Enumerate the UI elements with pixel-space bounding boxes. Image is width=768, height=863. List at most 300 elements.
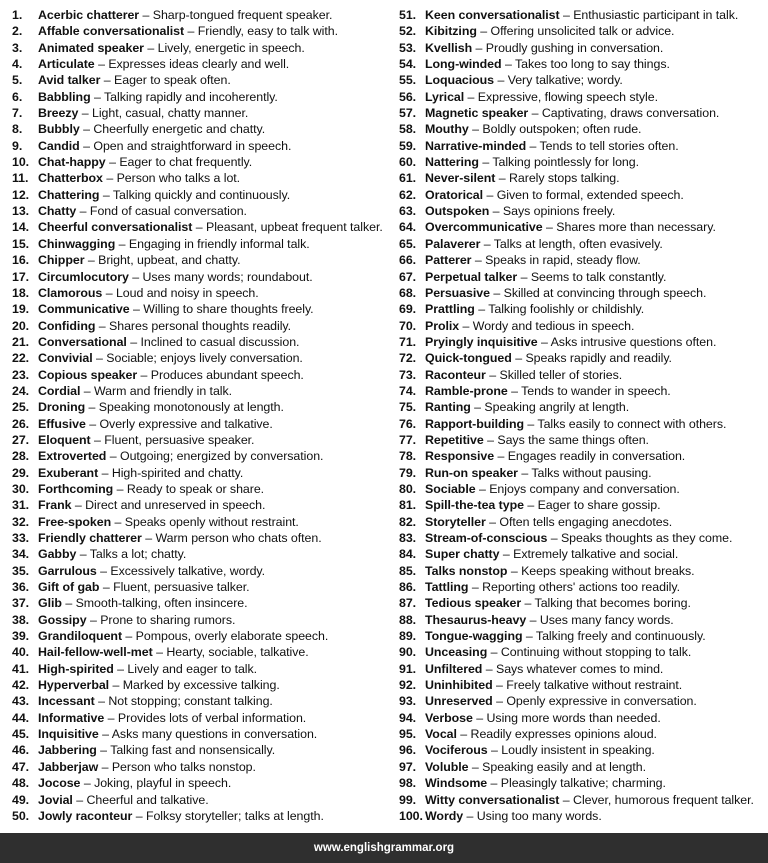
item-term: Informative	[38, 710, 105, 725]
item-definition: Continuing without stopping to talk.	[500, 645, 692, 660]
item-text	[38, 612, 235, 628]
item-text	[425, 23, 674, 39]
item-number: 99.	[399, 792, 417, 807]
item-text	[425, 383, 671, 399]
item-definition: Tends to wander in speech.	[521, 383, 671, 398]
item-text	[425, 40, 663, 56]
item-text	[38, 693, 273, 709]
list-item	[12, 23, 390, 39]
item-number: 8.	[12, 122, 23, 137]
item-text	[38, 138, 291, 154]
item-dash: –	[187, 24, 195, 39]
list-item	[399, 514, 765, 530]
list-item	[12, 693, 390, 709]
item-number: 20.	[12, 318, 30, 333]
item-dash: –	[145, 531, 153, 545]
item-definition: Keeps speaking without breaks.	[521, 563, 695, 578]
list-item	[12, 318, 390, 334]
item-definition: Loud and noisy in speech.	[115, 285, 259, 300]
item-dash: –	[74, 498, 82, 513]
item-definition: Talking that becomes boring.	[534, 596, 691, 611]
item-dash: –	[100, 563, 108, 578]
item-definition: Speaking monotonously at length.	[98, 400, 284, 415]
item-definition: Prone to sharing rumors.	[100, 612, 236, 627]
list-item	[399, 644, 765, 660]
item-term: Wordy	[425, 808, 464, 823]
item-text	[425, 170, 620, 186]
item-dash: –	[471, 759, 479, 774]
item-definition: Pleasant, upbeat frequent talker.	[205, 220, 383, 235]
item-term: Overcommunicative	[425, 220, 543, 235]
item-dash: –	[550, 531, 558, 545]
item-dash: –	[502, 547, 510, 562]
item-number: 14.	[12, 220, 30, 235]
item-text	[425, 530, 732, 546]
item-text	[425, 219, 716, 235]
item-number: 6.	[12, 89, 23, 104]
list-item	[12, 301, 390, 317]
item-number: 91.	[399, 661, 417, 676]
item-number: 73.	[399, 367, 417, 382]
item-number: 60.	[399, 155, 417, 170]
item-number: 18.	[12, 285, 30, 300]
item-term: Acerbic chatterer	[38, 8, 140, 22]
item-definition: Sharp-tongued frequent speaker.	[152, 8, 333, 22]
item-number: 45.	[12, 727, 30, 742]
item-dash: –	[125, 629, 133, 644]
item-dash: –	[83, 122, 90, 137]
item-term: Tattling	[425, 580, 469, 595]
item-dash: –	[65, 596, 73, 611]
item-text	[425, 138, 679, 154]
list-item	[12, 677, 390, 693]
item-number: 29.	[12, 465, 30, 480]
item-term: Keen conversationalist	[425, 8, 560, 22]
item-dash: –	[529, 138, 537, 153]
list-item	[399, 612, 765, 628]
item-text	[425, 546, 678, 562]
item-term: Affable conversationalist	[38, 24, 185, 39]
item-definition: Talking rapidly and incoherently.	[104, 89, 278, 104]
item-term: Unceasing	[425, 645, 488, 660]
item-number: 95.	[399, 727, 417, 742]
item-definition: Talking quickly and continuously.	[112, 187, 291, 202]
item-term: Chatterbox	[38, 171, 103, 186]
item-dash: –	[89, 416, 97, 431]
item-text	[425, 514, 672, 530]
item-term: Candid	[38, 138, 80, 153]
item-term: Forthcoming	[38, 481, 114, 496]
list-item	[12, 89, 390, 105]
item-dash: –	[140, 367, 148, 382]
item-definition: Using too many words.	[476, 808, 602, 823]
item-dash: –	[504, 57, 512, 72]
item-definition: Inclined to casual discussion.	[140, 334, 300, 349]
item-text	[425, 792, 754, 808]
item-term: Tongue-wagging	[425, 629, 523, 644]
item-definition: Loudly insistent in speaking.	[501, 743, 655, 758]
list-item	[399, 792, 765, 808]
item-definition: Proudly gushing in conversation.	[485, 40, 664, 55]
item-text	[38, 514, 299, 530]
list-item	[12, 612, 390, 628]
footer-url: www.englishgrammar.org	[313, 842, 455, 854]
list-item	[12, 187, 390, 203]
item-number: 38.	[12, 612, 30, 627]
item-number: 96.	[399, 743, 417, 758]
list-item	[399, 367, 765, 383]
item-number: 86.	[399, 580, 417, 595]
item-term: Super chatty	[425, 547, 500, 562]
item-term: Communicative	[38, 302, 130, 317]
item-text	[38, 285, 259, 301]
item-definition: Given to formal, extended speech.	[496, 187, 684, 202]
item-term: Friendly chatterer	[38, 531, 142, 545]
item-definition: Provides lots of verbal information.	[117, 710, 307, 725]
item-term: Verbose	[425, 710, 473, 725]
item-dash: –	[475, 40, 483, 55]
item-definition: Talking pointlessly for long.	[492, 155, 639, 170]
item-dash: –	[520, 269, 528, 284]
list-item	[399, 497, 765, 513]
item-text	[38, 269, 313, 285]
item-number: 51.	[399, 8, 417, 22]
item-term: Loquacious	[425, 73, 495, 88]
item-term: Extroverted	[38, 449, 107, 464]
item-definition: Talking foolishly or childishly.	[488, 302, 645, 317]
item-definition: Very talkative; wordy.	[507, 73, 623, 88]
item-term: Ranting	[425, 400, 471, 415]
item-dash: –	[89, 612, 97, 627]
item-term: Pryingly inquisitive	[425, 334, 538, 349]
list-item	[12, 219, 390, 235]
item-definition: Speaks rapidly and readily.	[525, 351, 672, 366]
list-item	[12, 416, 390, 432]
item-number: 54.	[399, 57, 417, 72]
list-item	[12, 710, 390, 726]
item-definition: Readily expresses opinions aloud.	[470, 727, 657, 742]
item-text	[425, 367, 622, 383]
item-number: 69.	[399, 302, 417, 317]
list-item	[399, 105, 765, 121]
item-dash: –	[101, 759, 109, 774]
item-number: 82.	[399, 514, 417, 529]
item-term: Narrative-minded	[425, 138, 527, 153]
item-number: 17.	[12, 269, 30, 284]
item-text	[425, 154, 639, 170]
item-number: 68.	[399, 285, 417, 300]
item-text	[38, 40, 305, 56]
item-number: 49.	[12, 792, 30, 807]
item-definition: Hearty, sociable, talkative.	[166, 645, 309, 660]
item-number: 13.	[12, 204, 30, 219]
item-definition: Folksy storyteller; talks at length.	[145, 808, 324, 823]
item-term: Uninhibited	[425, 678, 493, 693]
item-definition: Fluent, persuasive speaker.	[104, 432, 255, 447]
item-number: 28.	[12, 449, 30, 464]
item-text	[38, 563, 265, 579]
item-term: Articulate	[38, 57, 95, 72]
item-number: 97.	[399, 759, 417, 774]
list-item	[399, 563, 765, 579]
item-dash: –	[474, 400, 482, 415]
item-number: 93.	[399, 694, 417, 709]
item-text	[38, 56, 289, 72]
item-definition: Friendly, easy to talk with.	[197, 24, 338, 39]
item-term: Avid talker	[38, 73, 101, 88]
item-term: Witty conversationalist	[425, 792, 560, 807]
item-term: Spill-the-tea type	[425, 498, 524, 513]
item-dash: –	[497, 449, 505, 464]
list-item	[12, 334, 390, 350]
item-definition: Fluent, persuasive talker.	[113, 580, 250, 595]
item-term: Glib	[38, 596, 62, 611]
list-item	[399, 285, 765, 301]
list-item	[12, 448, 390, 464]
list-item	[12, 367, 390, 383]
item-dash: –	[490, 776, 498, 791]
item-text	[38, 154, 252, 170]
item-dash: –	[541, 334, 548, 349]
list-item	[399, 742, 765, 758]
item-term: Repetitive	[425, 432, 484, 447]
item-text	[425, 252, 641, 268]
item-text	[38, 7, 332, 23]
item-number: 56.	[399, 89, 417, 104]
item-definition: Shares more than necessary.	[556, 220, 716, 235]
item-text	[425, 661, 663, 677]
item-term: Thesaurus-heavy	[425, 612, 527, 627]
item-term: Windsome	[425, 776, 488, 791]
item-number: 53.	[399, 40, 417, 55]
item-number: 85.	[399, 563, 417, 578]
item-definition: Sociable; enjoys lively conversation.	[106, 351, 303, 366]
item-dash: –	[480, 24, 488, 39]
item-text	[425, 269, 666, 285]
list-item	[12, 514, 390, 530]
list-item	[399, 448, 765, 464]
item-dash: –	[478, 302, 486, 317]
item-term: Jabberjaw	[38, 759, 99, 774]
item-definition: Talks without pausing.	[531, 465, 652, 480]
item-term: Perpetual talker	[425, 269, 518, 284]
item-dash: –	[562, 792, 570, 807]
item-text	[425, 759, 646, 775]
item-text	[425, 56, 670, 72]
list-item	[399, 383, 765, 399]
item-text	[38, 546, 186, 562]
item-term: Droning	[38, 400, 86, 415]
item-term: Vociferous	[425, 743, 488, 758]
item-term: Copious speaker	[38, 367, 138, 382]
item-number: 4.	[12, 57, 23, 72]
item-definition: Wordy and tedious in speech.	[472, 318, 635, 333]
item-number: 5.	[12, 73, 23, 88]
item-text	[38, 350, 303, 366]
item-definition: Expresses ideas clearly and well.	[108, 57, 290, 72]
item-text	[38, 726, 317, 742]
list-item	[399, 530, 765, 546]
list-item	[399, 677, 765, 693]
item-text	[425, 187, 684, 203]
list-item	[12, 105, 390, 121]
item-text	[38, 759, 256, 775]
item-term: Sociable	[425, 481, 476, 496]
item-text	[38, 301, 314, 317]
list-item	[399, 416, 765, 432]
item-definition: Fond of casual conversation.	[89, 204, 247, 219]
item-number: 46.	[12, 743, 30, 758]
item-definition: Offering unsolicited talk or advice.	[490, 24, 675, 39]
item-number: 72.	[399, 351, 417, 366]
item-term: Effusive	[38, 416, 86, 431]
item-term: Hail-fellow-well-met	[38, 645, 153, 660]
list-item	[399, 170, 765, 186]
item-text	[425, 318, 634, 334]
item-definition: Often tells engaging anecdotes.	[499, 514, 673, 529]
item-text	[38, 792, 209, 808]
item-definition: Takes too long to say things.	[514, 57, 670, 72]
item-number: 15.	[12, 236, 30, 251]
list-item	[12, 399, 390, 415]
item-term: Tedious speaker	[425, 596, 522, 611]
item-term: Frank	[38, 498, 72, 513]
site-footer	[0, 833, 768, 863]
item-dash: –	[88, 400, 96, 415]
item-text	[38, 367, 304, 383]
item-term: Never-silent	[425, 171, 496, 186]
item-number: 21.	[12, 334, 30, 349]
item-definition: Asks many questions in conversation.	[111, 727, 318, 742]
item-term: Bubbly	[38, 122, 80, 137]
item-text	[38, 236, 310, 252]
item-text	[425, 7, 738, 23]
list-item	[12, 644, 390, 660]
item-term: Ramble-prone	[425, 383, 508, 398]
item-definition: Not stopping; constant talking.	[108, 694, 273, 709]
item-term: Babbling	[38, 89, 91, 104]
list-item	[399, 661, 765, 677]
item-dash: –	[132, 269, 140, 284]
item-term: Jovial	[38, 792, 73, 807]
item-dash: –	[133, 302, 140, 317]
list-item	[399, 89, 765, 105]
item-term: Animated speaker	[38, 40, 144, 55]
item-dash: –	[96, 351, 103, 366]
item-definition: Freely talkative without restraint.	[506, 678, 683, 693]
list-item	[399, 759, 765, 775]
item-dash: –	[130, 334, 138, 349]
item-definition: Enjoys company and conversation.	[489, 481, 680, 496]
item-number: 58.	[399, 122, 417, 137]
item-number: 94.	[399, 710, 417, 725]
item-dash: –	[527, 498, 535, 513]
item-number: 79.	[399, 465, 417, 480]
list-item	[12, 236, 390, 252]
item-definition: Person who talks a lot.	[116, 171, 241, 186]
item-term: Persuasive	[425, 285, 490, 300]
item-term: Gossipy	[38, 612, 87, 627]
item-number: 30.	[12, 481, 30, 496]
item-dash: –	[482, 155, 490, 170]
item-dash: –	[485, 661, 493, 676]
list-item	[12, 546, 390, 562]
item-number: 80.	[399, 481, 417, 496]
item-definition: Open and straightforward in speech.	[93, 138, 292, 153]
item-text	[425, 710, 661, 726]
item-dash: –	[109, 449, 117, 464]
item-number: 24.	[12, 383, 30, 398]
item-definition: Eager to share gossip.	[537, 498, 661, 513]
item-term: Responsive	[425, 449, 495, 464]
item-number: 35.	[12, 563, 30, 578]
item-dash: –	[109, 155, 116, 170]
item-term: High-spirited	[38, 661, 114, 676]
item-term: Cordial	[38, 383, 81, 398]
item-text	[425, 742, 655, 758]
item-text	[38, 481, 264, 497]
list-item	[12, 269, 390, 285]
item-definition: Marked by excessive talking.	[122, 678, 280, 693]
item-dash: –	[94, 432, 101, 447]
list-item	[399, 203, 765, 219]
item-term: Hyperverbal	[38, 678, 110, 693]
item-text	[425, 775, 666, 791]
item-text	[38, 399, 284, 415]
item-text	[425, 628, 706, 644]
item-definition: Talks a lot; chatty.	[89, 547, 187, 562]
item-term: Chat-happy	[38, 155, 106, 170]
item-term: Chinwagging	[38, 236, 116, 251]
list-item	[399, 269, 765, 285]
item-dash: –	[98, 57, 105, 72]
item-definition: Uses many words; roundabout.	[142, 269, 313, 284]
item-number: 44.	[12, 710, 30, 725]
item-definition: Warm and friendly in talk.	[94, 383, 233, 398]
item-number: 36.	[12, 580, 30, 595]
item-number: 89.	[399, 629, 417, 644]
item-term: Garrulous	[38, 563, 97, 578]
item-dash: –	[491, 743, 498, 758]
item-dash: –	[117, 661, 125, 676]
item-text	[425, 481, 680, 497]
item-term: Eloquent	[38, 432, 91, 447]
item-text	[425, 726, 657, 742]
item-text	[425, 644, 691, 660]
item-term: Free-spoken	[38, 514, 112, 529]
item-dash: –	[529, 612, 537, 627]
item-definition: Speaking angrily at length.	[484, 400, 630, 415]
item-text	[38, 219, 383, 235]
item-term: Storyteller	[425, 514, 486, 529]
item-definition: Excessively talkative, wordy.	[110, 563, 266, 578]
list-item	[399, 301, 765, 317]
list-item	[12, 285, 390, 301]
item-number: 12.	[12, 187, 30, 202]
list-item	[12, 170, 390, 186]
item-term: Jocose	[38, 776, 81, 791]
item-number: 83.	[399, 531, 417, 545]
item-text	[38, 661, 257, 677]
item-dash: –	[487, 432, 494, 447]
item-definition: Direct and unreserved in speech.	[85, 498, 266, 513]
list-item	[399, 236, 765, 252]
item-number: 100.	[399, 808, 423, 823]
item-definition: Talks at length, often evasively.	[493, 236, 663, 251]
item-definition: Using more words than needed.	[486, 710, 661, 725]
item-dash: –	[460, 727, 468, 742]
item-number: 76.	[399, 416, 417, 431]
